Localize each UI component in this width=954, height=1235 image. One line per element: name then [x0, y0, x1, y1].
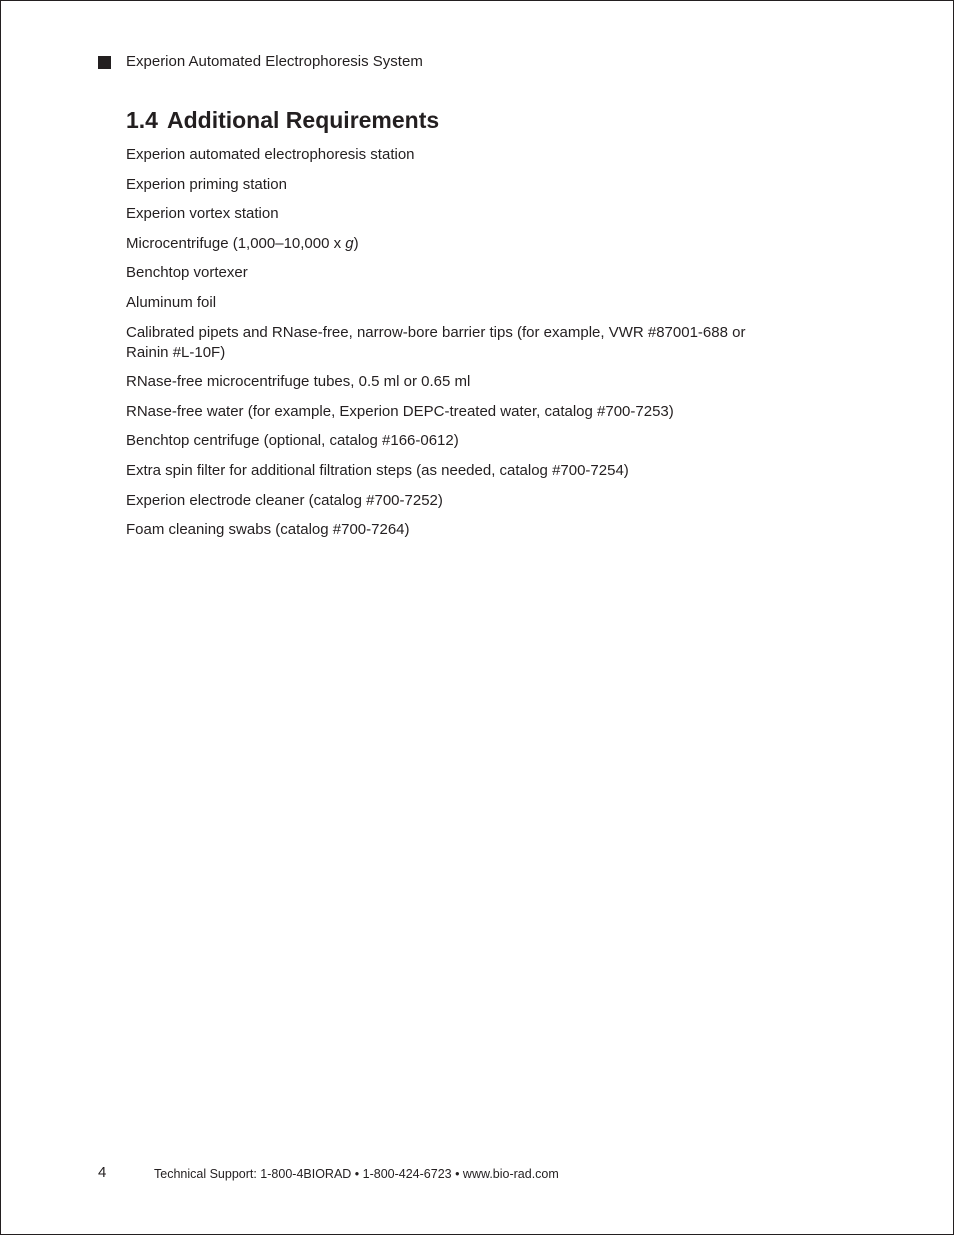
requirement-item: Aluminum foil [126, 293, 217, 311]
requirements-list [126, 145, 776, 550]
technical-support-footer: Technical Support: 1-800-4BIORAD • 1-800-424-6723 • www.bio-rad.com [154, 1167, 559, 1181]
requirement-item [126, 234, 776, 254]
requirement-item: Calibrated pipets and RNase-free, narrow-bore barrier tips (for example, VWR #87001-688 or Rainin #L-10F) [126, 323, 746, 361]
running-header-title: Experion Automated Electrophoresis System [126, 53, 423, 70]
requirement-item: Benchtop centrifuge (optional, catalog #166-0612) [126, 432, 459, 450]
requirement-italic-g: g [345, 234, 354, 252]
requirement-item: Experion priming station [126, 175, 287, 193]
requirement-item: RNase-free microcentrifuge tubes, 0.5 ml or 0.65 ml [126, 373, 471, 391]
requirement-item: Experion electrode cleaner (catalog #700-7252) [126, 491, 443, 509]
requirement-item: Foam cleaning swabs (catalog #700-7264) [126, 521, 410, 539]
requirement-text: Microcentrifuge (1,000–10,000 x [126, 234, 346, 252]
requirement-item: Extra spin filter for additional filtration steps (as needed, catalog #700-7254) [126, 461, 629, 479]
running-header [98, 52, 423, 72]
requirement-item: RNase-free water (for example, Experion DEPC-treated water, catalog #700-7253) [126, 402, 674, 420]
section-heading [126, 105, 439, 135]
requirement-item: Experion automated electrophoresis station [126, 146, 415, 163]
requirement-item: Benchtop vortexer [126, 264, 248, 282]
requirement-text-end: ) [353, 234, 359, 252]
section-title: Additional Requirements [166, 107, 440, 133]
page-number: 4 [98, 1164, 107, 1181]
header-square-marker [98, 56, 111, 69]
section-number: 1.4 [126, 107, 158, 133]
requirement-item: Experion vortex station [126, 205, 279, 223]
